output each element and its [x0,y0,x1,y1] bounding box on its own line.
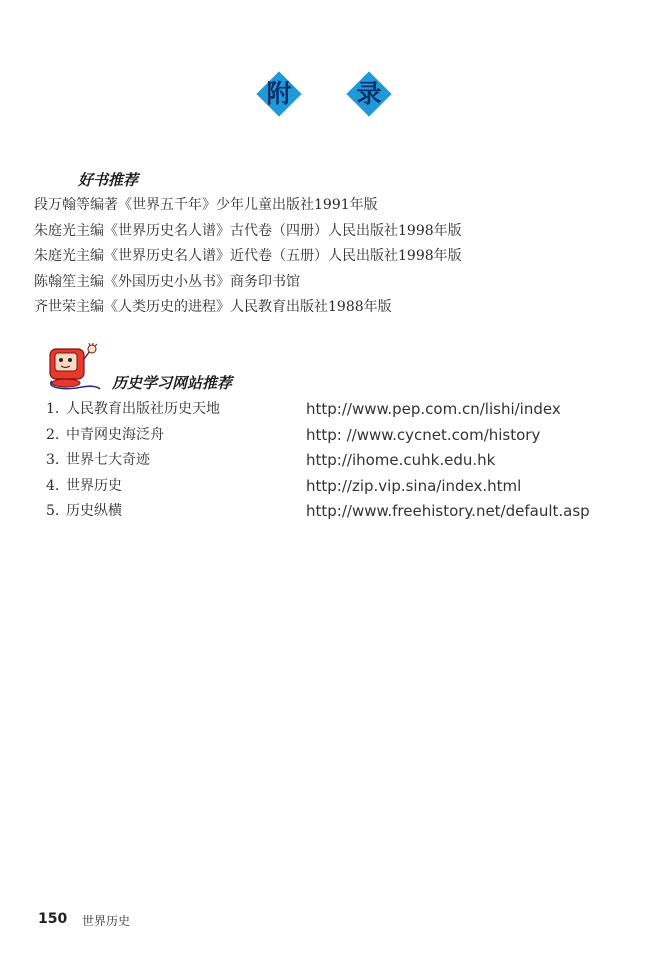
website-url-link[interactable]: http: //www.cycnet.com/history [306,425,541,444]
website-number: 3. [46,452,60,468]
website-name: 世界七大奇迹 [66,452,150,468]
title-badge-2 [347,72,391,116]
page-number: 150 [38,911,68,927]
cartoon-computer-mascot-icon [42,343,102,393]
footer-book-title: 世界历史 [82,914,131,928]
website-url-link[interactable]: http://www.pep.com.cn/lishi/index [306,400,561,418]
website-row [46,397,626,423]
website-name: 中青网史海泛舟 [66,426,164,443]
website-row [46,423,626,449]
website-row [46,474,626,500]
title-char-1: 附 [266,79,292,108]
book-item: 朱庭光主编《世界历史名人谱》近代卷（五册）人民出版社1998年版 [34,248,462,264]
page-title [0,72,650,120]
website-number: 5. [46,503,60,519]
website-name: 人民教育出版社历史天地 [66,401,220,417]
website-number: 4. [46,477,60,494]
website-list [46,397,626,525]
book-item: 段万翰等编著《世界五千年》少年儿童出版社1991年版 [34,197,378,213]
websites-heading: 历史学习网站推荐 [112,374,233,392]
website-url-link[interactable]: http://zip.vip.sina/index.html [306,476,522,495]
website-url-link[interactable]: http://www.freehistory.net/default.asp [306,502,590,520]
book-item: 朱庭光主编《世界历史名人谱》古代卷（四册）人民出版社1998年版 [34,222,462,239]
website-number: 2. [46,426,60,443]
book-item: 陈翰笙主编《外国历史小丛书》商务印书馆 [34,273,300,290]
website-name: 历史纵横 [66,503,122,519]
book-item: 齐世荣主编《人类历史的进程》人民教育出版社1988年版 [34,299,392,315]
website-name: 世界历史 [66,477,122,494]
website-number: 1. [46,401,60,417]
website-row [46,448,626,474]
book-list [34,193,624,321]
title-badge-1 [257,72,301,116]
title-char-2: 录 [356,79,382,108]
website-url-link[interactable]: http://ihome.cuhk.edu.hk [306,451,496,469]
website-row [46,499,626,525]
books-heading: 好书推荐 [78,171,139,189]
